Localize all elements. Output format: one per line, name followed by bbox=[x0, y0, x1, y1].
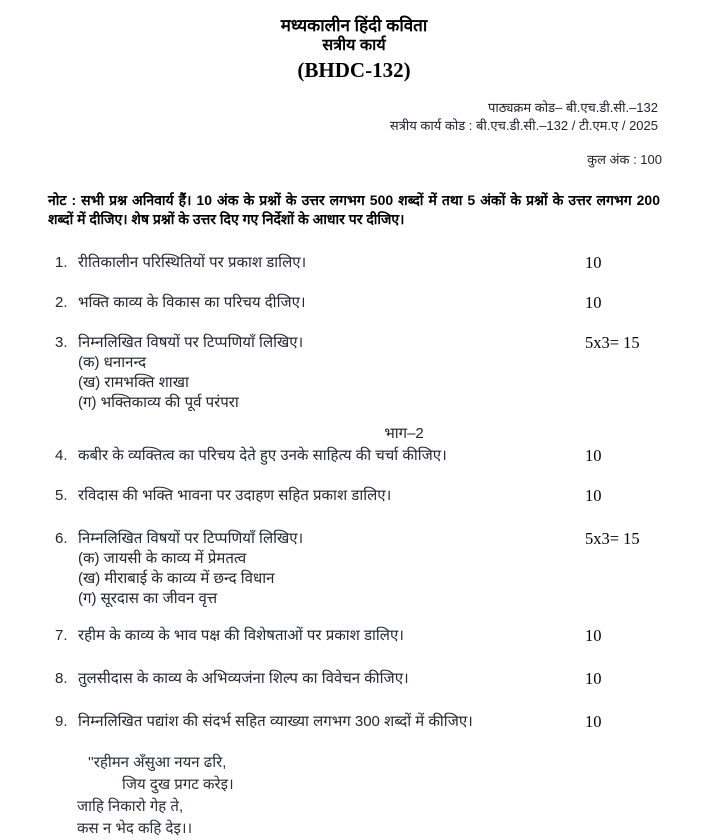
question-6-subitem-b: (ख) मीराबाई के काव्य में छन्द विधान bbox=[78, 570, 275, 587]
question-number: 1. bbox=[55, 254, 68, 271]
question-row-9 bbox=[55, 712, 670, 732]
title-block bbox=[0, 0, 708, 83]
question-marks: 10 bbox=[585, 712, 602, 731]
total-marks: कुल अंक : 100 bbox=[587, 152, 662, 167]
question-row-1 bbox=[55, 253, 670, 273]
course-code-line: पाठ्यक्रम कोड– बी.एच.डी.सी.–132 bbox=[487, 100, 658, 115]
question-text: निम्नलिखित पद्यांश की संदर्भ सहित व्याख्या लगभग 300 शब्दों में कीजिए। bbox=[78, 713, 473, 730]
verse-block bbox=[77, 752, 708, 840]
question-number: 3. bbox=[55, 334, 68, 351]
question-3-subitem-a: (क) धनानन्द bbox=[78, 354, 147, 371]
question-row-2 bbox=[55, 293, 670, 313]
question-marks: 5x3= 15 bbox=[585, 529, 640, 548]
question-row-3 bbox=[55, 333, 670, 353]
question-text: निम्नलिखित विषयों पर टिप्पणियाँ लिखिए। bbox=[78, 530, 304, 547]
question-number: 6. bbox=[55, 530, 68, 547]
question-text: रविदास की भक्ति भावना पर उदाहण सहित प्रकाश डालिए। bbox=[78, 487, 392, 504]
course-title: मध्यकालीन हिंदी कविता bbox=[280, 16, 428, 35]
verse-line-1: ''रहीमन अँसुआ नयन ढरि, bbox=[88, 754, 227, 771]
question-number: 2. bbox=[55, 294, 68, 311]
question-6-subitem-c: (ग) सूरदास का जीवन वृत्त bbox=[78, 590, 218, 607]
question-number: 8. bbox=[55, 670, 68, 687]
question-6-subitem-a: (क) जायसी के काव्य में प्रेमतत्व bbox=[78, 550, 247, 567]
question-text: रीतिकालीन परिस्थितियों पर प्रकाश डालिए। bbox=[78, 254, 307, 271]
assignment-code-line: सत्रीय कार्य कोड : बी.एच.डी.सी.–132 / टी.एम.ए / 2025 bbox=[389, 118, 658, 133]
note-instructions: नोट : सभी प्रश्न अनिवार्य हैं। 10 अंक के प्रश्नों के उत्तर लगभग 500 शब्दों में तथा 5 अंकों के प्रश्नों के उत्तर लगभग 200 शब्दों में दीजिए। शेष प्रश्नों के उत्तर दिए गए निर्देशों के आधार पर दीजिए। bbox=[48, 192, 660, 227]
verse-line-4: कस न भेद कहि देइ।। bbox=[77, 820, 193, 837]
question-marks: 10 bbox=[585, 253, 602, 272]
question-number: 7. bbox=[55, 627, 68, 644]
assignment-type-title: सत्रीय कार्य bbox=[322, 37, 386, 54]
question-text: निम्नलिखित विषयों पर टिप्पणियाँ लिखिए। bbox=[78, 334, 304, 351]
question-row-6 bbox=[55, 529, 670, 549]
question-text: भक्ति काव्य के विकास का परिचय दीजिए। bbox=[78, 294, 306, 311]
verse-line-3: जाहि निकारो गेह ते, bbox=[77, 798, 184, 815]
question-number: 9. bbox=[55, 713, 68, 730]
question-list bbox=[0, 253, 708, 732]
question-3-subitem-b: (ख) रामभक्ति शाखा bbox=[78, 374, 189, 391]
question-marks: 10 bbox=[585, 486, 602, 505]
question-row-4 bbox=[55, 446, 670, 466]
question-row-8 bbox=[55, 669, 670, 689]
question-text: तुलसीदास के काव्य के अभिव्यजंना शिल्प का विवेचन कीजिए। bbox=[78, 670, 409, 687]
question-marks: 5x3= 15 bbox=[585, 333, 640, 352]
question-marks: 10 bbox=[585, 446, 602, 465]
question-number: 4. bbox=[55, 447, 68, 464]
question-marks: 10 bbox=[585, 626, 602, 645]
question-row-7 bbox=[55, 626, 670, 646]
question-row-5 bbox=[55, 486, 670, 506]
question-3-subitem-c: (ग) भक्तिकाव्य की पूर्व परंपरा bbox=[78, 394, 239, 411]
question-text: रहीम के काव्य के भाव पक्ष की विशेषताओं पर प्रकाश डालिए। bbox=[78, 627, 404, 644]
part-2-heading: भाग–2 bbox=[384, 425, 424, 442]
question-number: 5. bbox=[55, 487, 68, 504]
codes-block bbox=[0, 99, 708, 135]
question-marks: 10 bbox=[585, 669, 602, 688]
verse-line-2: जिय दुख प्रगट करेइ। bbox=[122, 776, 234, 793]
course-code-short: (BHDC-132) bbox=[297, 58, 411, 82]
question-text: कबीर के व्यक्तित्व का परिचय देते हुए उनके साहित्य की चर्चा कीजिए। bbox=[78, 447, 447, 464]
question-marks: 10 bbox=[585, 293, 602, 312]
